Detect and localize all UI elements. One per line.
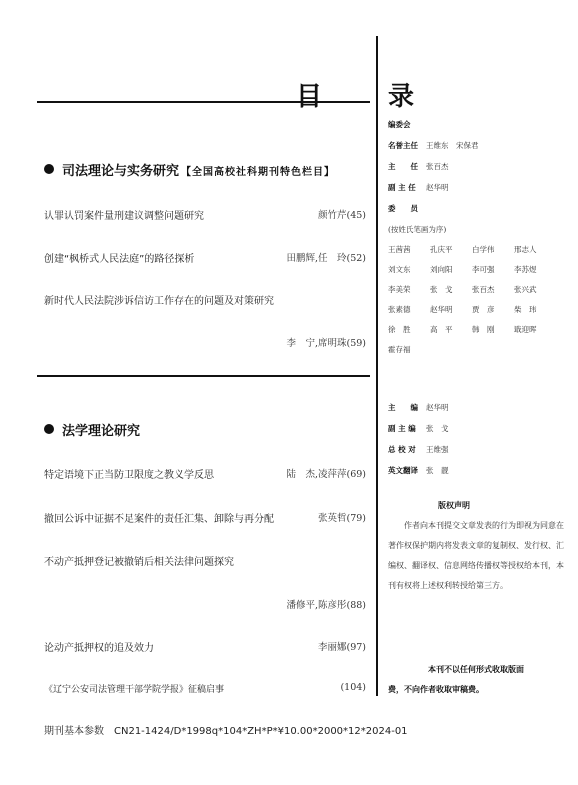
article-authors: (104) [340,682,366,693]
section-title: 司法理论与实务研究 [62,164,180,179]
member-name: 李可强 [472,265,495,274]
member-name: 霍存福 [388,345,411,354]
member-name: 王茜茜 [388,245,411,254]
members-row: 委 员 [388,204,418,213]
fee-notice [388,660,564,700]
copyright-title: 版权声明 [438,501,470,510]
section-tag: 【全国高校社科期刊特色栏目】 [181,167,336,178]
article-authors: 陆 杰,凌萍萍(69) [286,469,366,480]
member-name: 高 平 [430,325,453,334]
column-divider [376,36,378,696]
member-name: 赵华明 [430,305,453,314]
member-name: 白学伟 [472,245,495,254]
article-title[interactable]: 撤回公诉中证据不足案件的责任汇集、卸除与再分配 [44,514,274,525]
article-authors: 张英哲(79) [317,513,366,524]
toc-title: 目 录 [296,82,435,112]
article-authors: 田鹏辉,任 玲(52) [286,253,366,264]
deputy-editor-row: 副 主 编 张 戈 [388,424,449,433]
section-heading-theory [44,420,140,439]
article-title[interactable]: 论动产抵押权的追及效力 [44,643,154,654]
member-name: 徐 胜 [388,325,411,334]
vice-director-row: 副 主 任 赵华明 [388,183,449,192]
member-name: 孔庆平 [430,245,453,254]
bullet-icon [44,164,54,174]
member-name: 柴 玮 [514,305,537,314]
article-authors: 颜竹芹(45) [317,210,366,221]
editor-row: 主 编 赵华明 [388,403,449,412]
translator-row: 英文翻译 张 靓 [388,466,449,475]
article-title[interactable]: 不动产抵押登记被撤销后相关法律问题探究 [44,557,234,568]
member-name: 贾 彦 [472,305,495,314]
section-heading-judicial [44,160,335,179]
article-authors: 李 宁,席明珠(59) [286,338,366,349]
members-note: (按姓氏笔画为序) [388,225,447,234]
member-name: 张兴武 [514,285,537,294]
article-authors: 李丽娜(97) [317,642,366,653]
member-name: 邢志人 [514,245,537,254]
bullet-icon [44,424,54,434]
member-name: 戢迎晖 [514,325,537,334]
members-list [388,240,558,360]
article-title[interactable]: 新时代人民法院涉诉信访工作存在的问题及对策研究 [44,296,274,307]
member-name: 张素德 [388,305,411,314]
section-title: 法学理论研究 [62,424,141,439]
article-authors: 潘修平,陈彦彤(88) [286,600,366,611]
committee-heading: 编委会 [388,120,411,129]
member-name: 李苏煜 [514,265,537,274]
member-name: 韩 刚 [472,325,495,334]
fee-notice-line1: 本刊不以任何形式收取版面 [428,665,524,674]
member-name: 李美荣 [388,285,411,294]
article-title[interactable]: 创建“枫桥式人民法庭”的路径探析 [44,254,195,265]
director-row: 主 任 张百杰 [388,162,449,171]
journal-parameters: 期刊基本参数 CN21-1424/D*1998q*104*ZH*P*¥10.00*2000*12*2024-01 [44,726,408,737]
member-name: 张百杰 [472,285,495,294]
member-name: 刘向阳 [430,265,453,274]
fee-notice-line2: 费，不向作者收取审稿费。 [388,685,484,694]
article-title[interactable]: 特定语境下正当防卫限度之教义学反思 [44,470,214,481]
copyright-body: 作者向本刊提交文章发表的行为即视为同意在著作权保护期内将发表文章的复制权、发行权、汇编权、翻译权、信息网络传播权等授权给本刊，本刊有权将上述权利转授给第三方。 [388,521,564,590]
member-name: 张 戈 [430,285,453,294]
proofreader-row: 总 校 对 王维强 [388,445,449,454]
member-name: 刘文东 [388,265,411,274]
article-title[interactable]: 《辽宁公安司法管理干部学院学报》征稿启事 [44,685,225,695]
article-title[interactable]: 认罪认罚案件量刑建议调整问题研究 [44,211,204,222]
section-rule [37,375,370,377]
honorary-row: 名誉主任 王维东 宋保君 [388,141,479,150]
